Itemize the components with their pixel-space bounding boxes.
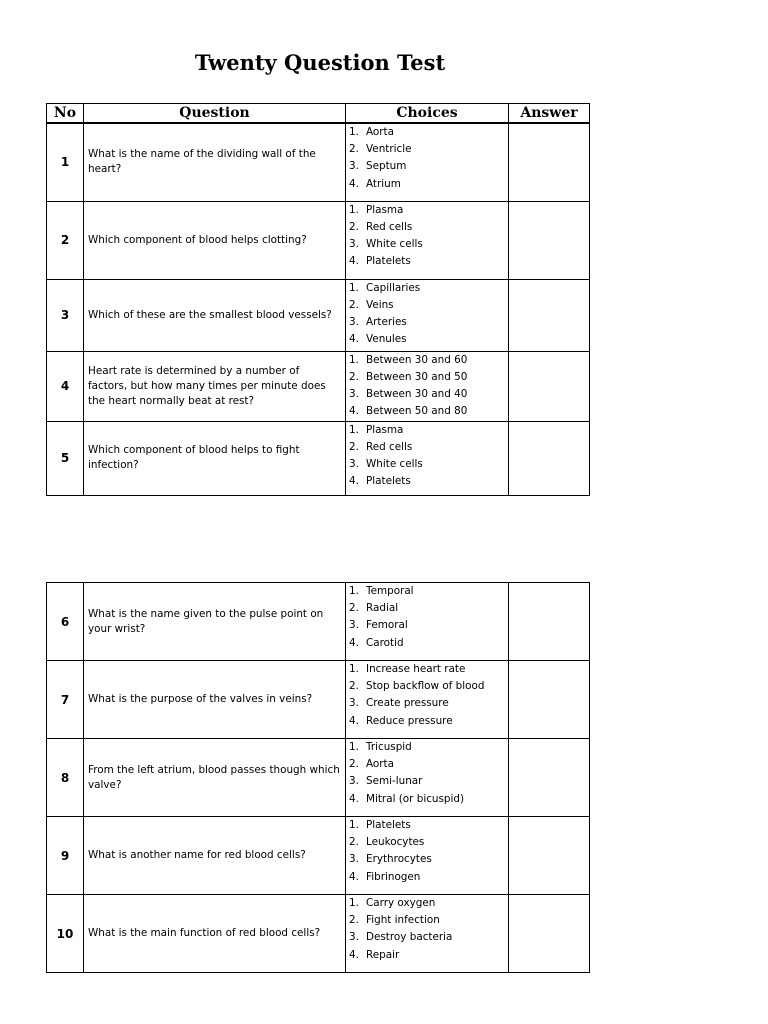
choice-number: 3. <box>349 387 359 400</box>
answer-cell[interactable] <box>509 661 590 739</box>
choice-number: 3. <box>349 697 359 710</box>
choice-label: Red cells <box>366 220 413 233</box>
choice-number: 1. <box>349 353 359 366</box>
question-row <box>47 279 590 351</box>
choice-number: 4. <box>349 405 359 418</box>
choice-number: 4. <box>349 636 359 649</box>
choice-label: Plasma <box>366 203 404 216</box>
answer-cell[interactable] <box>509 201 590 279</box>
choice-label: Mitral (or bicuspid) <box>366 792 465 805</box>
question-number: 5 <box>47 421 84 495</box>
choice-number: 4. <box>349 333 359 346</box>
choice-number: 4. <box>349 948 359 961</box>
choice-label: Temporal <box>366 585 414 597</box>
choice-item <box>349 617 505 634</box>
choice-number: 1. <box>349 585 359 597</box>
choice-number: 1. <box>349 897 359 909</box>
choice-item <box>349 834 505 851</box>
choices-list <box>346 421 509 495</box>
choice-number: 2. <box>349 602 359 615</box>
choice-label: Reduce pressure <box>366 714 453 727</box>
choice-item <box>349 895 505 912</box>
choice-item <box>349 695 505 712</box>
choices-list <box>346 201 509 279</box>
choice-number: 1. <box>349 203 359 216</box>
question-text: Which of these are the smallest blood vessels? <box>84 279 346 351</box>
choice-number: 1. <box>349 126 359 138</box>
choice-number: 3. <box>349 853 359 866</box>
choice-label: Between 30 and 50 <box>366 370 468 383</box>
choice-number: 3. <box>349 775 359 788</box>
choice-label: Arteries <box>366 315 407 328</box>
choice-item <box>349 369 505 386</box>
choice-label: Fight infection <box>366 914 440 927</box>
choice-label: Fibrinogen <box>366 870 421 883</box>
question-number: 2 <box>47 201 84 279</box>
table-body-1 <box>47 123 590 495</box>
choice-label: Create pressure <box>366 697 449 710</box>
choice-label: White cells <box>366 237 423 250</box>
choice-number: 4. <box>349 177 359 190</box>
header-question: Question <box>84 104 346 124</box>
choice-item <box>349 713 505 730</box>
choice-item <box>349 176 505 193</box>
question-number: 6 <box>47 583 84 661</box>
header-choices: Choices <box>346 104 509 124</box>
choice-item <box>349 314 505 331</box>
question-row <box>47 661 590 739</box>
choice-item <box>349 236 505 253</box>
choice-item <box>349 253 505 270</box>
choice-label: Destroy bacteria <box>366 931 453 944</box>
choice-label: Capillaries <box>366 281 421 294</box>
choice-item <box>349 600 505 617</box>
table-body-2 <box>47 583 590 973</box>
answer-cell[interactable] <box>509 279 590 351</box>
choice-number: 1. <box>349 281 359 294</box>
question-table-2 <box>46 582 590 973</box>
choice-label: Stop backflow of blood <box>366 680 485 693</box>
choices-list <box>346 279 509 351</box>
choice-item <box>349 386 505 403</box>
choice-number: 2. <box>349 440 359 453</box>
choice-item <box>349 331 505 348</box>
choice-label: Plasma <box>366 423 404 436</box>
question-row <box>47 583 590 661</box>
choice-item <box>349 635 505 652</box>
choice-label: Between 30 and 40 <box>366 387 468 400</box>
choice-number: 3. <box>349 931 359 944</box>
choice-number: 1. <box>349 423 359 436</box>
choice-label: Veins <box>366 298 394 311</box>
choice-label: Carry oxygen <box>366 897 436 909</box>
choice-item <box>349 739 505 756</box>
question-row <box>47 201 590 279</box>
choice-label: Tricuspid <box>366 741 412 753</box>
choices-list <box>346 817 509 895</box>
choice-label: Platelets <box>366 819 411 831</box>
choices-list <box>346 661 509 739</box>
question-text: Heart rate is determined by a number of factors, but how many times per minute does the heart normally beat at rest? <box>84 351 346 421</box>
choice-item <box>349 929 505 946</box>
choice-label: Aorta <box>366 126 394 138</box>
choice-number: 4. <box>349 792 359 805</box>
choice-item <box>349 947 505 964</box>
choices-list <box>346 123 509 201</box>
question-text: What is the main function of red blood cells? <box>84 895 346 973</box>
choice-item <box>349 297 505 314</box>
question-row <box>47 895 590 973</box>
question-row <box>47 351 590 421</box>
choice-number: 4. <box>349 475 359 488</box>
choice-item <box>349 756 505 773</box>
choice-number: 4. <box>349 714 359 727</box>
choice-label: Between 30 and 60 <box>366 353 468 366</box>
choice-number: 4. <box>349 255 359 268</box>
choices-list <box>346 895 509 973</box>
choices-list <box>346 739 509 817</box>
choice-label: Increase heart rate <box>366 663 466 675</box>
question-text: From the left atrium, blood passes though which valve? <box>84 739 346 817</box>
question-row <box>47 421 590 495</box>
choice-label: Ventricle <box>366 143 412 156</box>
question-text: What is the name given to the pulse point on your wrist? <box>84 583 346 661</box>
choice-label: Aorta <box>366 758 394 771</box>
choice-label: Erythrocytes <box>366 853 432 866</box>
answer-cell[interactable] <box>509 351 590 421</box>
question-number: 3 <box>47 279 84 351</box>
question-row <box>47 123 590 201</box>
question-text: Which component of blood helps clotting? <box>84 201 346 279</box>
choice-item <box>349 791 505 808</box>
choice-label: Septum <box>366 160 407 173</box>
table-header-row <box>47 104 590 124</box>
choice-number: 4. <box>349 870 359 883</box>
choice-item <box>349 280 505 297</box>
choice-number: 3. <box>349 457 359 470</box>
answer-cell[interactable] <box>509 123 590 201</box>
question-number: 8 <box>47 739 84 817</box>
choice-number: 1. <box>349 819 359 831</box>
header-answer: Answer <box>509 104 590 124</box>
question-text: What is the purpose of the valves in veins? <box>84 661 346 739</box>
choice-number: 2. <box>349 298 359 311</box>
choice-label: Carotid <box>366 636 404 649</box>
choice-number: 2. <box>349 220 359 233</box>
choice-item <box>349 661 505 678</box>
question-number: 7 <box>47 661 84 739</box>
choice-item <box>349 473 505 490</box>
choices-list <box>346 351 509 421</box>
choice-number: 3. <box>349 237 359 250</box>
choice-item <box>349 158 505 175</box>
choice-item <box>349 678 505 695</box>
choice-number: 3. <box>349 619 359 632</box>
choice-number: 2. <box>349 914 359 927</box>
choice-number: 2. <box>349 758 359 771</box>
choice-item <box>349 869 505 886</box>
answer-cell[interactable] <box>509 817 590 895</box>
choice-number: 2. <box>349 836 359 849</box>
choice-label: Femoral <box>366 619 408 632</box>
choice-number: 3. <box>349 315 359 328</box>
question-number: 9 <box>47 817 84 895</box>
choice-item <box>349 912 505 929</box>
choice-number: 2. <box>349 143 359 156</box>
choice-item <box>349 583 505 600</box>
choice-number: 2. <box>349 680 359 693</box>
answer-cell[interactable] <box>509 583 590 661</box>
header-no: No <box>47 104 84 124</box>
answer-cell[interactable] <box>509 739 590 817</box>
choice-label: Platelets <box>366 255 411 268</box>
choice-label: Radial <box>366 602 399 615</box>
question-text: What is another name for red blood cells? <box>84 817 346 895</box>
choice-label: Repair <box>366 948 400 961</box>
choice-label: Between 50 and 80 <box>366 405 468 418</box>
choice-item <box>349 422 505 439</box>
choice-item <box>349 202 505 219</box>
question-number: 4 <box>47 351 84 421</box>
page-title: Twenty Question Test <box>194 50 446 75</box>
question-number: 10 <box>47 895 84 973</box>
choice-number: 1. <box>349 741 359 753</box>
question-table-1 <box>46 103 590 496</box>
choice-item <box>349 403 505 420</box>
choice-label: Atrium <box>366 177 401 190</box>
choice-number: 2. <box>349 370 359 383</box>
question-number: 1 <box>47 123 84 201</box>
choice-label: Venules <box>366 333 407 346</box>
choice-number: 1. <box>349 663 359 675</box>
choice-item <box>349 141 505 158</box>
question-row <box>47 817 590 895</box>
choice-item <box>349 219 505 236</box>
choice-item <box>349 817 505 834</box>
choice-item <box>349 352 505 369</box>
choice-label: Leukocytes <box>366 836 425 849</box>
choice-number: 3. <box>349 160 359 173</box>
choice-item <box>349 439 505 456</box>
answer-cell[interactable] <box>509 421 590 495</box>
question-text: What is the name of the dividing wall of the heart? <box>84 123 346 201</box>
choice-label: White cells <box>366 457 423 470</box>
choices-list <box>346 583 509 661</box>
choice-label: Semi-lunar <box>366 775 423 788</box>
question-row <box>47 739 590 817</box>
choice-item <box>349 773 505 790</box>
choice-item <box>349 124 505 141</box>
question-text: Which component of blood helps to fight infection? <box>84 421 346 495</box>
choice-item <box>349 851 505 868</box>
choice-label: Red cells <box>366 440 413 453</box>
choice-item <box>349 456 505 473</box>
answer-cell[interactable] <box>509 895 590 973</box>
choice-label: Platelets <box>366 475 411 488</box>
